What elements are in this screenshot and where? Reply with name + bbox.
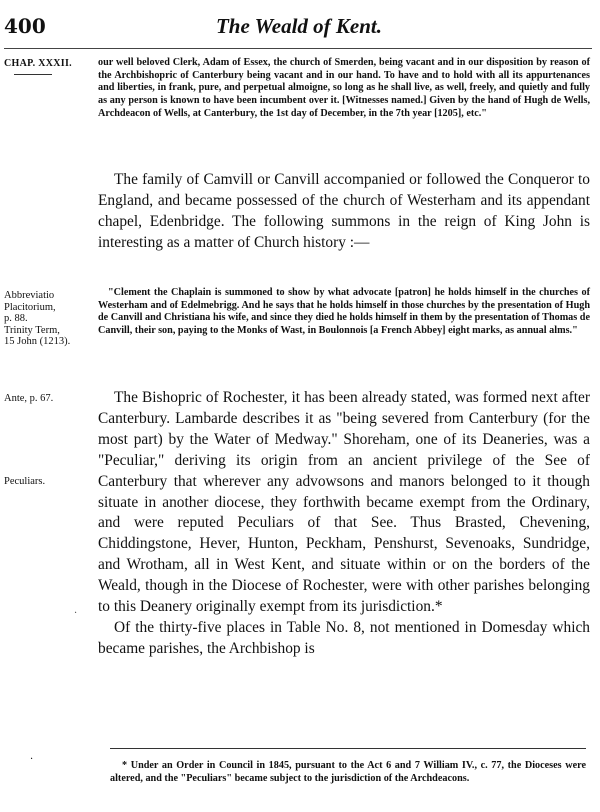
margin-note-ante: Ante, p. 67. xyxy=(4,393,54,404)
quote-charter xyxy=(98,57,590,121)
margin-chapter-note: CHAP. XXXII. xyxy=(4,58,72,69)
margin-note-peculiars: Peculiars. xyxy=(4,476,46,487)
print-mark: · xyxy=(30,754,34,765)
footnote xyxy=(110,760,586,785)
footnote-rule xyxy=(110,748,586,749)
paragraph-rochester xyxy=(98,388,590,660)
print-mark: · xyxy=(74,608,78,619)
paragraph-domesday-text: Of the thirty-five places in Table No. 8, not mentioned in Domesday which became parishes, the Archbishop is xyxy=(98,618,590,657)
quote-charter-text: our well beloved Clerk, Adam of Essex, the church of Smerden, being vacant and in our disposition by reason of the Archbishopric of Canterbury being vacant and in our hand. To have and to hold with all its appurtenances and liberties, in frank, pure, and perpetual almoigne, so long as he shall live, as well, freely, and quietly and fully as any person is known to have been incumbent over it. [Witnesses named.] Given by the hand of Hugh de Wells, Archdeacon of Wells, at Canterbury, the 1st day of December, in the 7th year [1205], etc." xyxy=(98,57,590,119)
footnote-text: * Under an Order in Council in 1845, pursuant to the Act 6 and 7 William IV., c. 77, the Dioceses were altered, and the "Peculiars" became subject to the jurisdiction of the Archdeacons. xyxy=(110,760,586,784)
margin-line: Abbreviatio xyxy=(4,290,55,301)
running-title: The Weald of Kent. xyxy=(215,14,383,38)
paragraph-rochester-text: The Bishopric of Rochester, it has been already stated, was formed next after Canterbury. Lambarde describes it as "being severed from Canterbury (for the most part) by the Water of Medway." Shoreham, one of its Deaneries, was a "Peculiar," deriving its origin from an ancient privilege of the See of Canterbury that wherever any advowsons and manors belonged to it though situate in another diocese, they forthwith became exempt from the Ordinary, and were reputed Peculiars of that See. Thus Brasted, Chevening, Chiddingstone, Hever, Hunton, Peckham, Penshurst, Sevenoaks, Sundridge, and Wrotham, all in West Kent, and situate within or on the borders of the Weald, though in the Diocese of Rochester, were with other parishes belonging to this Deanery originally exempt from its jurisdiction.* xyxy=(98,389,590,616)
page-number: 400 xyxy=(4,14,46,38)
margin-line: Placitorium, xyxy=(4,301,56,313)
margin-dash xyxy=(14,74,52,75)
header-rule xyxy=(4,48,592,49)
quote-summons-text: "Clement the Chaplain is summoned to show by what advocate [patron] he holds himself in the churches of Westerham and of Edelmebrigg. And he says that he holds himself in those churches by the presentation of Hugh de Canvill and Christiana his wife, and since they died he holds himself in them by the presentation of Thomas de Canvill, their son, paying to the Monks of Wast, in Boulonnois [a French Abbey] eight marks, as annual alms." xyxy=(98,287,590,337)
margin-line: Trinity Term, xyxy=(4,324,60,336)
paragraph-camvill xyxy=(98,170,590,254)
page-header xyxy=(4,14,594,44)
quote-summons xyxy=(98,287,590,338)
paragraph-camvill-text: The family of Camvill or Canvill accompanied or followed the Conqueror to England, and became possessed of the church of Westerham and its appendant chapel, Edenbridge. The following summons in the reign of King John is interesting as a matter of Church history :— xyxy=(98,171,590,251)
margin-line: 15 John (1213). xyxy=(4,336,71,347)
margin-line: p. 88. xyxy=(4,313,28,324)
margin-note-abbreviatio xyxy=(4,290,94,348)
